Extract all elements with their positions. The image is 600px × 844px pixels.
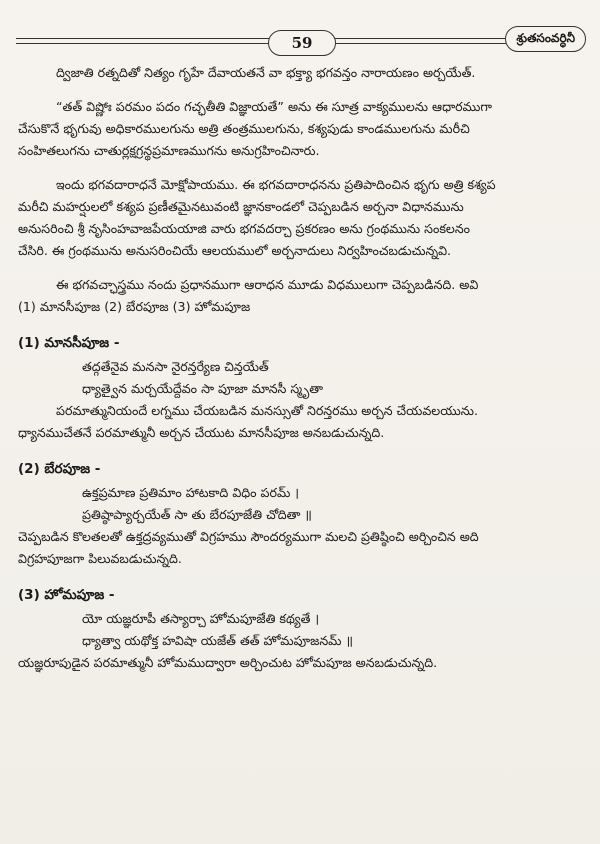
paragraph-2-line-1: “తత్ విష్ణోః పరమం పదం గచ్ఛతీతి విజ్ఞాయతే” అను ఈ సూత్ర వాక్యములను ఆధారముగా xyxy=(56,99,492,114)
section-2-text-line-1: చెప్పబడిన కొలతలతో ఉక్తద్రవ్యముతో విగ్రహము సౌందర్యముగా మలచి ప్రతిష్ఠించి అర్చించిన అది xyxy=(18,529,479,544)
verse-line: యో యజ్ఞరూపీ తస్యార్చా హోమపూజేతి కథ్యతే । xyxy=(82,611,320,626)
section-heading-bera-puja: (2) బేరపూజ - xyxy=(18,461,101,477)
paragraph-3-line-2: మరీచి మహర్షులలో కశ్యప ప్రణీతమైనటువంటి జ్ఞానకాండలో చెప్పబడిన అర్చనా విధానమును xyxy=(18,199,464,214)
section-1-text-line-2: ధ్యానముచేతనే పరమాత్మునీ అర్చన చేయుట మానసీపూజ అనబడుచున్నది. xyxy=(18,425,385,440)
paragraph-3-line-3: అనుసరించి శ్రీ నృసింహవాజపేయయాజి వారు భగవదర్చా ప్రకరణం అను గ్రంథమును సంకలనం xyxy=(18,221,471,236)
paragraph-1: ద్విజాతి రత్నదితో నిత్యం గృహే దేవాయతనే వా భక్త్యా భగవన్తం నారాయణం అర్చయేత్. xyxy=(56,65,476,80)
page-number: 59 xyxy=(268,30,336,56)
page-body xyxy=(18,62,586,674)
paragraph-2-line-3: సంహితలుగను చాతుర్లక్షగ్రన్థప్రమాణముగను అనుగ్రహించినారు. xyxy=(18,143,320,158)
verse-line: ధ్యాత్వా యథోక్త హవిషా యజేత్ తత్ హోమపూజనమ్ ॥ xyxy=(82,633,354,648)
verse-line: తద్గతేనైవ మనసా నైరన్తర్యేణ చిన్తయేత్ xyxy=(82,359,269,374)
paragraph-2-line-2: చేసుకొనే భృగువు అధికారములగును అత్రి తంత్రములగును, కశ్యపుడు కాండములగును మరీచి xyxy=(18,121,470,136)
paragraph-4-line-1: ఈ భగవచ్ఛాస్త్రము నందు ప్రధానముగా ఆరాధన మూడు విధములుగా చెప్పబడినది. అవి xyxy=(56,277,479,292)
section-2-text-line-2: విగ్రహపూజగా పిలువబడుచున్నది. xyxy=(18,551,182,566)
section-1-text-line-1: పరమాత్మునియందే లగ్నము చేయబడిన మనస్సుతో నిరన్తరము అర్చన చేయవలయును. xyxy=(56,403,478,418)
running-head: శ్రుతసంవర్ధినీ xyxy=(505,26,586,52)
paragraph-3-line-4: చేసిరి. ఈ గ్రంథమును అనుసరించియే ఆలయములో అర్చనాదులు నిర్వహించబడుచున్నవి. xyxy=(18,243,452,258)
paragraph-3-line-1: ఇందు భగవదారాధనే మోక్షోపాయము. ఈ భగవదారాధనను ప్రతిపాదించిన భృగు అత్రి కశ్యప xyxy=(56,177,496,192)
section-heading-homa-puja: (3) హోమపూజ - xyxy=(18,587,115,603)
section-3-text-line-1: యజ్ఞరూపుడైన పరమాత్మునీ హోమముద్వారా అర్చించుట హోమపూజ అనబడుచున్నది. xyxy=(18,655,438,670)
paragraph-4-line-2: (1) మానసీపూజ (2) బేరపూజ (3) హోమపూజ xyxy=(18,299,251,314)
verse-line: ధ్యాత్వైన మర్చయేద్దేవం సా పూజా మానసీ స్మృతా xyxy=(82,381,324,396)
section-heading-manasi-puja: (1) మానసీపూజ - xyxy=(18,335,120,351)
verse-line: ఉక్తప్రమాణ ప్రతిమాం హాటకాది విధిం పరమ్ । xyxy=(82,485,300,500)
verse-line: ప్రతిష్ఠాప్యార్చయేత్ సా తు బేరపూజేతి చోదితా ॥ xyxy=(82,507,312,522)
